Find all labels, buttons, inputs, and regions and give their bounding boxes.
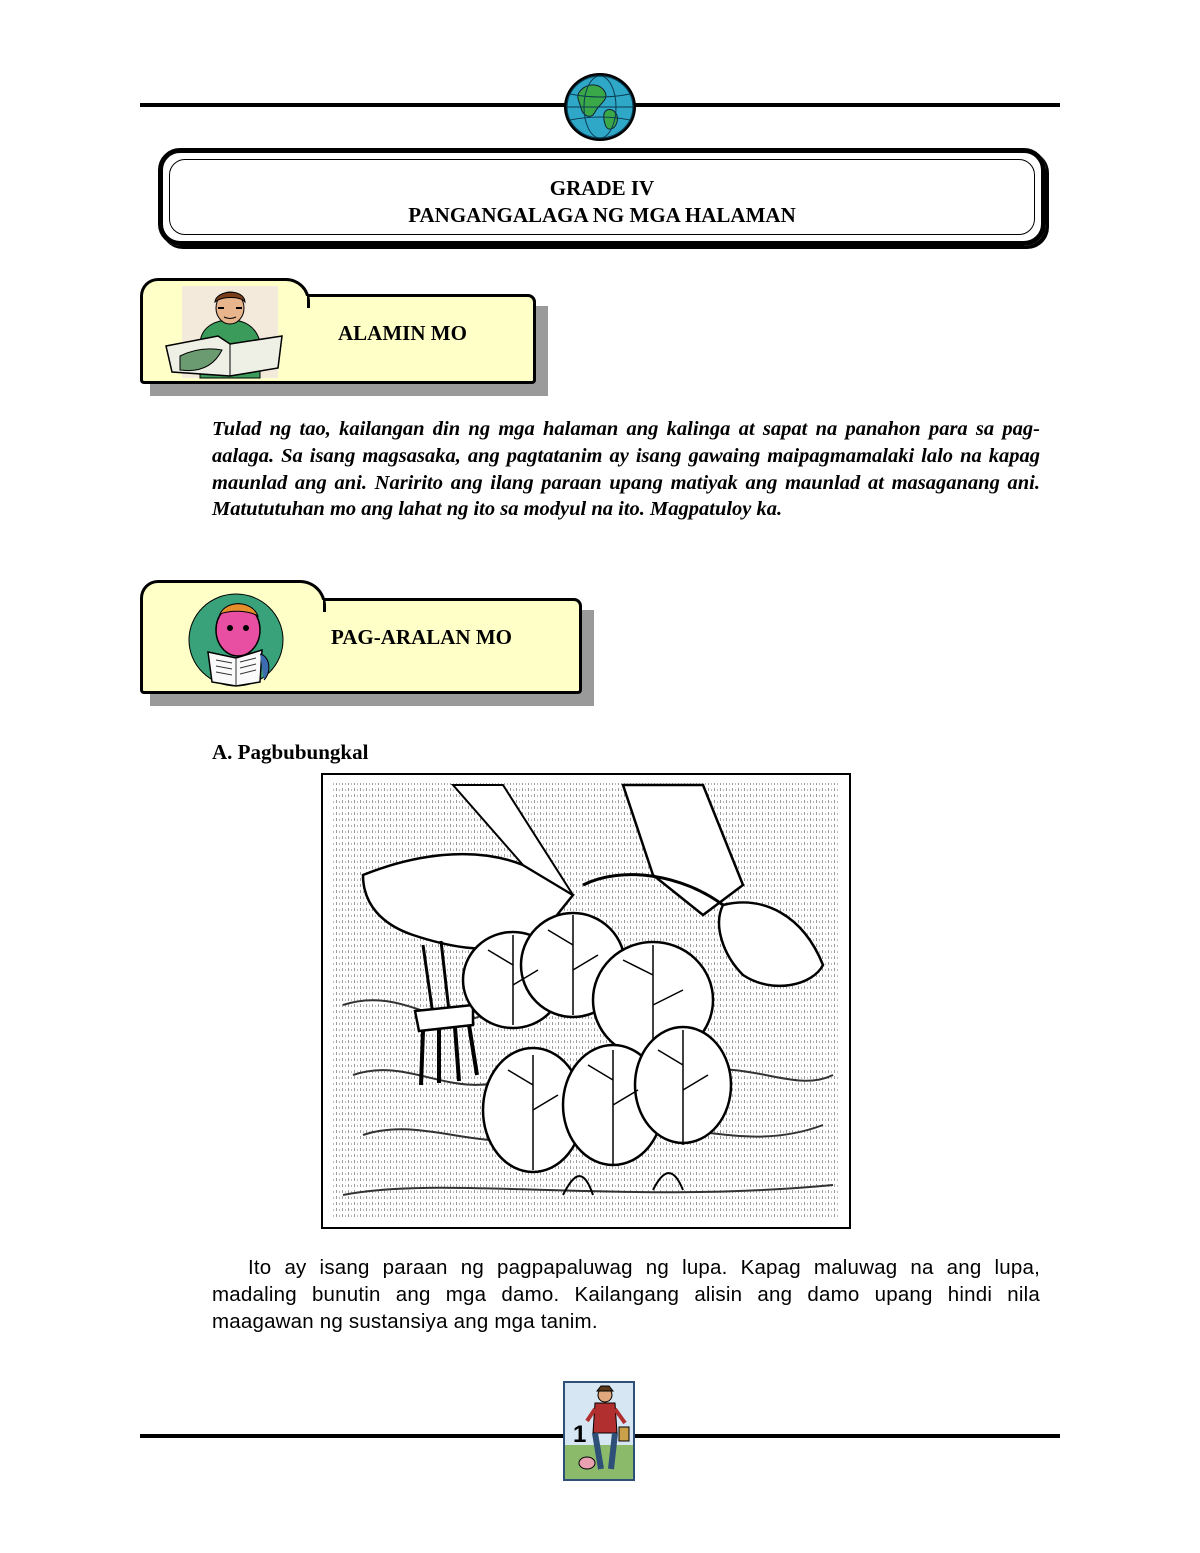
pagaralan-label: PAG-ARALAN MO: [331, 625, 513, 649]
cultivating-plants-illustration: [321, 773, 851, 1229]
subsection-body-text: Ito ay isang paraan ng pagpapaluwag ng lupa. Kapag maluwag na ang lupa, madaling bunutin ang mga damo. Kailangang alisin ang damo upang hindi nila maagawan ng sustansiya ang mga tanim.: [212, 1256, 1040, 1333]
subject-title: PANGANGALAGA NG MGA HALAMAN: [408, 203, 796, 227]
alamin-label: ALAMIN MO: [338, 321, 467, 345]
footer-badge: [563, 1381, 635, 1481]
intro-paragraph: Tulad ng tao, kailangan din ng mga halaman ang kalinga at sapat na panahon para sa pag-aalaga. Sa isang magsasaka, ang pagtatanim ay isang gawaing maipagmamalaki lalo na kapag maunlad ang ani. Naririto ang ilang paraan upang matiyak ang maunlad at masaganang ani. Matututuhan mo ang lahat ng ito sa modyul na ito. Magpatuloy ka.: [212, 418, 1040, 521]
cultivating-drawing: [323, 775, 849, 1227]
reading-person-icon: [160, 284, 290, 380]
subsection-heading: A. Pagbubungkal: [212, 740, 369, 764]
grade-title: GRADE IV: [549, 176, 655, 200]
page-number: 1: [573, 1421, 587, 1448]
globe-icon: [561, 70, 639, 144]
subsection-body: [212, 1254, 1040, 1335]
student-reading-icon: [186, 592, 286, 688]
title-text: [163, 175, 1041, 229]
title-box: [158, 148, 1046, 246]
